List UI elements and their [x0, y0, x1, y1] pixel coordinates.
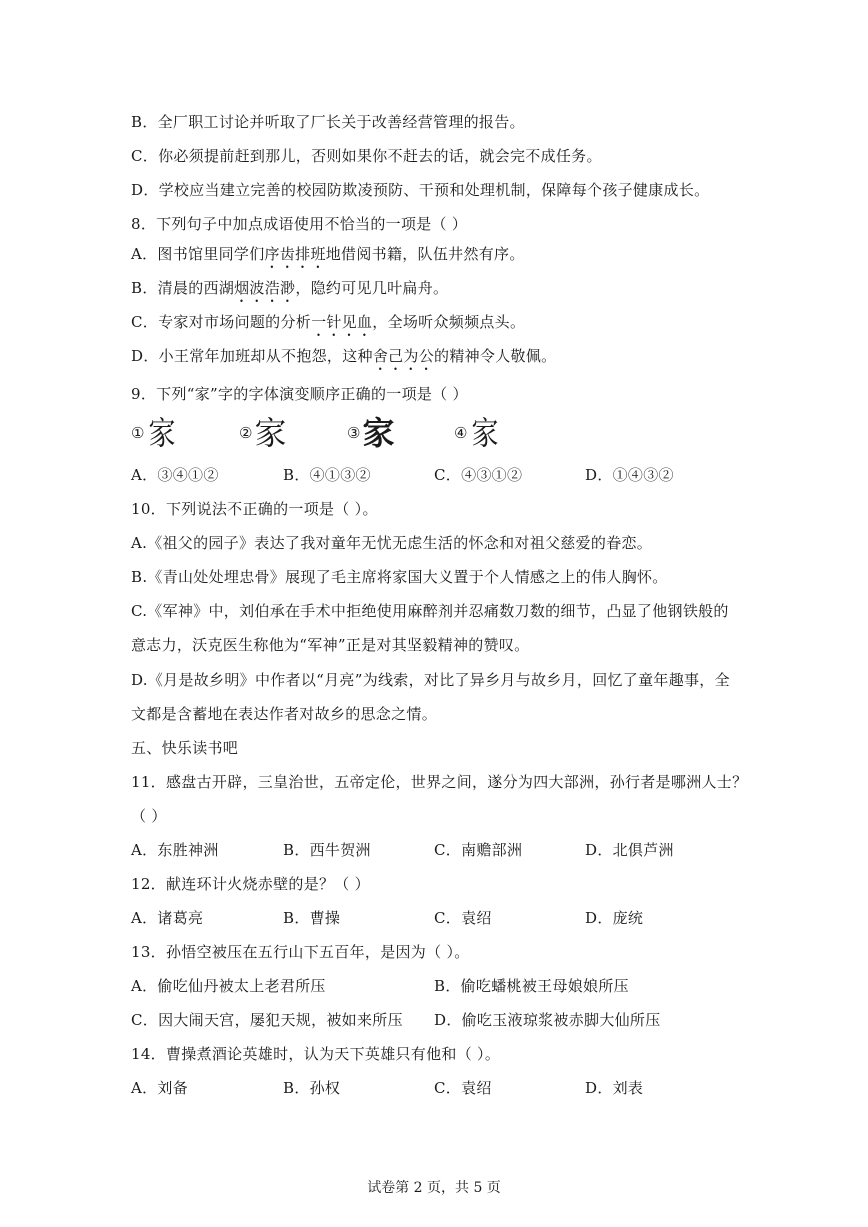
q9-option-d: D．①④③② — [585, 466, 674, 484]
q11-blank: （ ） — [131, 807, 167, 825]
q10-option-a: A.《祖父的园子》表达了我对童年无忧无虑生活的怀念和对祖父慈爱的眷恋。 — [131, 534, 653, 552]
q10-stem: 10．下列说法不正确的一项是（ ）。 — [131, 500, 378, 518]
q9-option-c: C．④③①② — [434, 466, 523, 484]
q9-glyph-row — [131, 410, 551, 456]
q14-option-b: B．孙权 — [283, 1079, 341, 1097]
q11-stem: 11．感盘古开辟，三皇治世，五帝定伦，世界之间，遂分为四大部洲，孙行者是哪洲人士？ — [131, 773, 748, 791]
q12-option-d: D．庞统 — [585, 909, 644, 927]
glyph-4-number: ④ — [454, 424, 468, 442]
q12-option-c: C．袁绍 — [434, 909, 492, 927]
q10-option-c-line2: 意志力，沃克医生称他为“军神”正是对其坚毅精神的赞叹。 — [131, 636, 530, 654]
glyph-1-character: 家 — [148, 414, 177, 452]
q14-option-d: D．刘表 — [585, 1079, 644, 1097]
q10-option-b: B.《青山处处埋忠骨》展现了毛主席将家国大义置于个人情感之上的伟人胸怀。 — [131, 568, 668, 586]
glyph-2 — [239, 410, 286, 456]
q8d-idiom: 舍己为公 — [372, 347, 435, 365]
q13-option-d: D．偷吃玉液琼浆被赤脚大仙所压 — [434, 1011, 661, 1029]
q12-option-a: A．诸葛亮 — [131, 909, 204, 927]
q8c-pre: C．专家对市场问题的分析 — [131, 313, 312, 331]
q13-option-c: C．因大闹天宫，屡犯天规，被如来所压 — [131, 1011, 403, 1029]
q11-option-c: C．南赡部洲 — [434, 841, 523, 859]
q8a-idiom: 序齿排班 — [264, 245, 326, 263]
q8a-post: 地借阅书籍，队伍井然有序。 — [325, 245, 525, 263]
q8a-pre: A．图书馆里同学们 — [131, 245, 265, 263]
q11-option-d: D．北俱芦洲 — [585, 841, 674, 859]
q9-option-b: B．④①③② — [283, 466, 371, 484]
q14-option-c: C．袁绍 — [434, 1079, 492, 1097]
q8-option-b — [131, 278, 448, 306]
q9-stem: 9．下列“家”字的字体演变顺序正确的一项是（ ） — [131, 385, 468, 403]
section-5-heading: 五、快乐读书吧 — [131, 739, 239, 757]
q7-option-c: C．你必须提前赶到那儿，否则如果你不赶去的话，就会完不成任务。 — [131, 147, 602, 165]
q13-stem: 13．孙悟空被压在五行山下五百年，是因为（ ）。 — [131, 943, 470, 961]
glyph-3 — [347, 410, 394, 456]
glyph-4-character: 家 — [471, 414, 500, 452]
q8-option-d — [131, 346, 556, 374]
q8b-idiom: 烟波浩渺 — [234, 279, 296, 297]
glyph-1 — [131, 410, 178, 456]
q8b-post: ，隐约可见几叶扁舟。 — [295, 279, 449, 297]
glyph-3-number: ③ — [347, 424, 361, 442]
q8c-post: ，全场听众频频点头。 — [372, 313, 526, 331]
q10-option-d-line1: D.《月是故乡明》中作者以“月亮”为线索，对比了异乡月与故乡月，回忆了童年趣事，全 — [131, 671, 730, 689]
q7-option-d: D．学校应当建立完善的校园防欺凌预防、干预和处理机制，保障每个孩子健康成长。 — [131, 181, 710, 199]
q8-option-c — [131, 312, 525, 340]
q9-option-a: A．③④①② — [131, 466, 219, 484]
q11-option-a: A．东胜神洲 — [131, 841, 219, 859]
q11-option-b: B．西牛贺洲 — [283, 841, 371, 859]
q14-stem: 14．曹操煮酒论英雄时，认为天下英雄只有他和（ ）。 — [131, 1045, 501, 1063]
glyph-3-character: 家 — [362, 414, 395, 452]
page-footer: 试卷第 2 页，共 5 页 — [367, 1180, 501, 1196]
q10-option-c-line1: C.《军神》中，刘伯承在手术中拒绝使用麻醉剂并忍痛数刀数的细节，凸显了他钢铁般的 — [131, 602, 729, 620]
q12-stem: 12．献连环计火烧赤壁的是？（ ） — [131, 875, 370, 893]
q8b-pre: B．清晨的西湖 — [131, 279, 235, 297]
q13-option-b: B．偷吃蟠桃被王母娘娘所压 — [434, 977, 629, 995]
glyph-2-character: 家 — [254, 414, 287, 452]
q13-option-a: A．偷吃仙丹被太上老君所压 — [131, 977, 326, 995]
q10-option-d-line2: 文都是含蓄地在表达作者对故乡的思念之情。 — [131, 705, 438, 723]
glyph-2-number: ② — [239, 424, 253, 442]
q8-stem: 8．下列句子中加点成语使用不恰当的一项是（ ） — [131, 215, 468, 233]
q14-option-a: A．刘备 — [131, 1079, 189, 1097]
q8d-post: 的精神令人敬佩。 — [434, 347, 557, 365]
glyph-4 — [454, 410, 501, 456]
q12-option-b: B．曹操 — [283, 909, 341, 927]
q7-option-b: B．全厂职工讨论并听取了厂长关于改善经营管理的报告。 — [131, 113, 525, 131]
q8-option-a — [131, 244, 525, 272]
glyph-1-number: ① — [131, 424, 145, 442]
q8d-pre: D．小王常年加班却从不抱怨，这种 — [131, 347, 373, 365]
q8c-idiom: 一针见血 — [311, 313, 373, 331]
